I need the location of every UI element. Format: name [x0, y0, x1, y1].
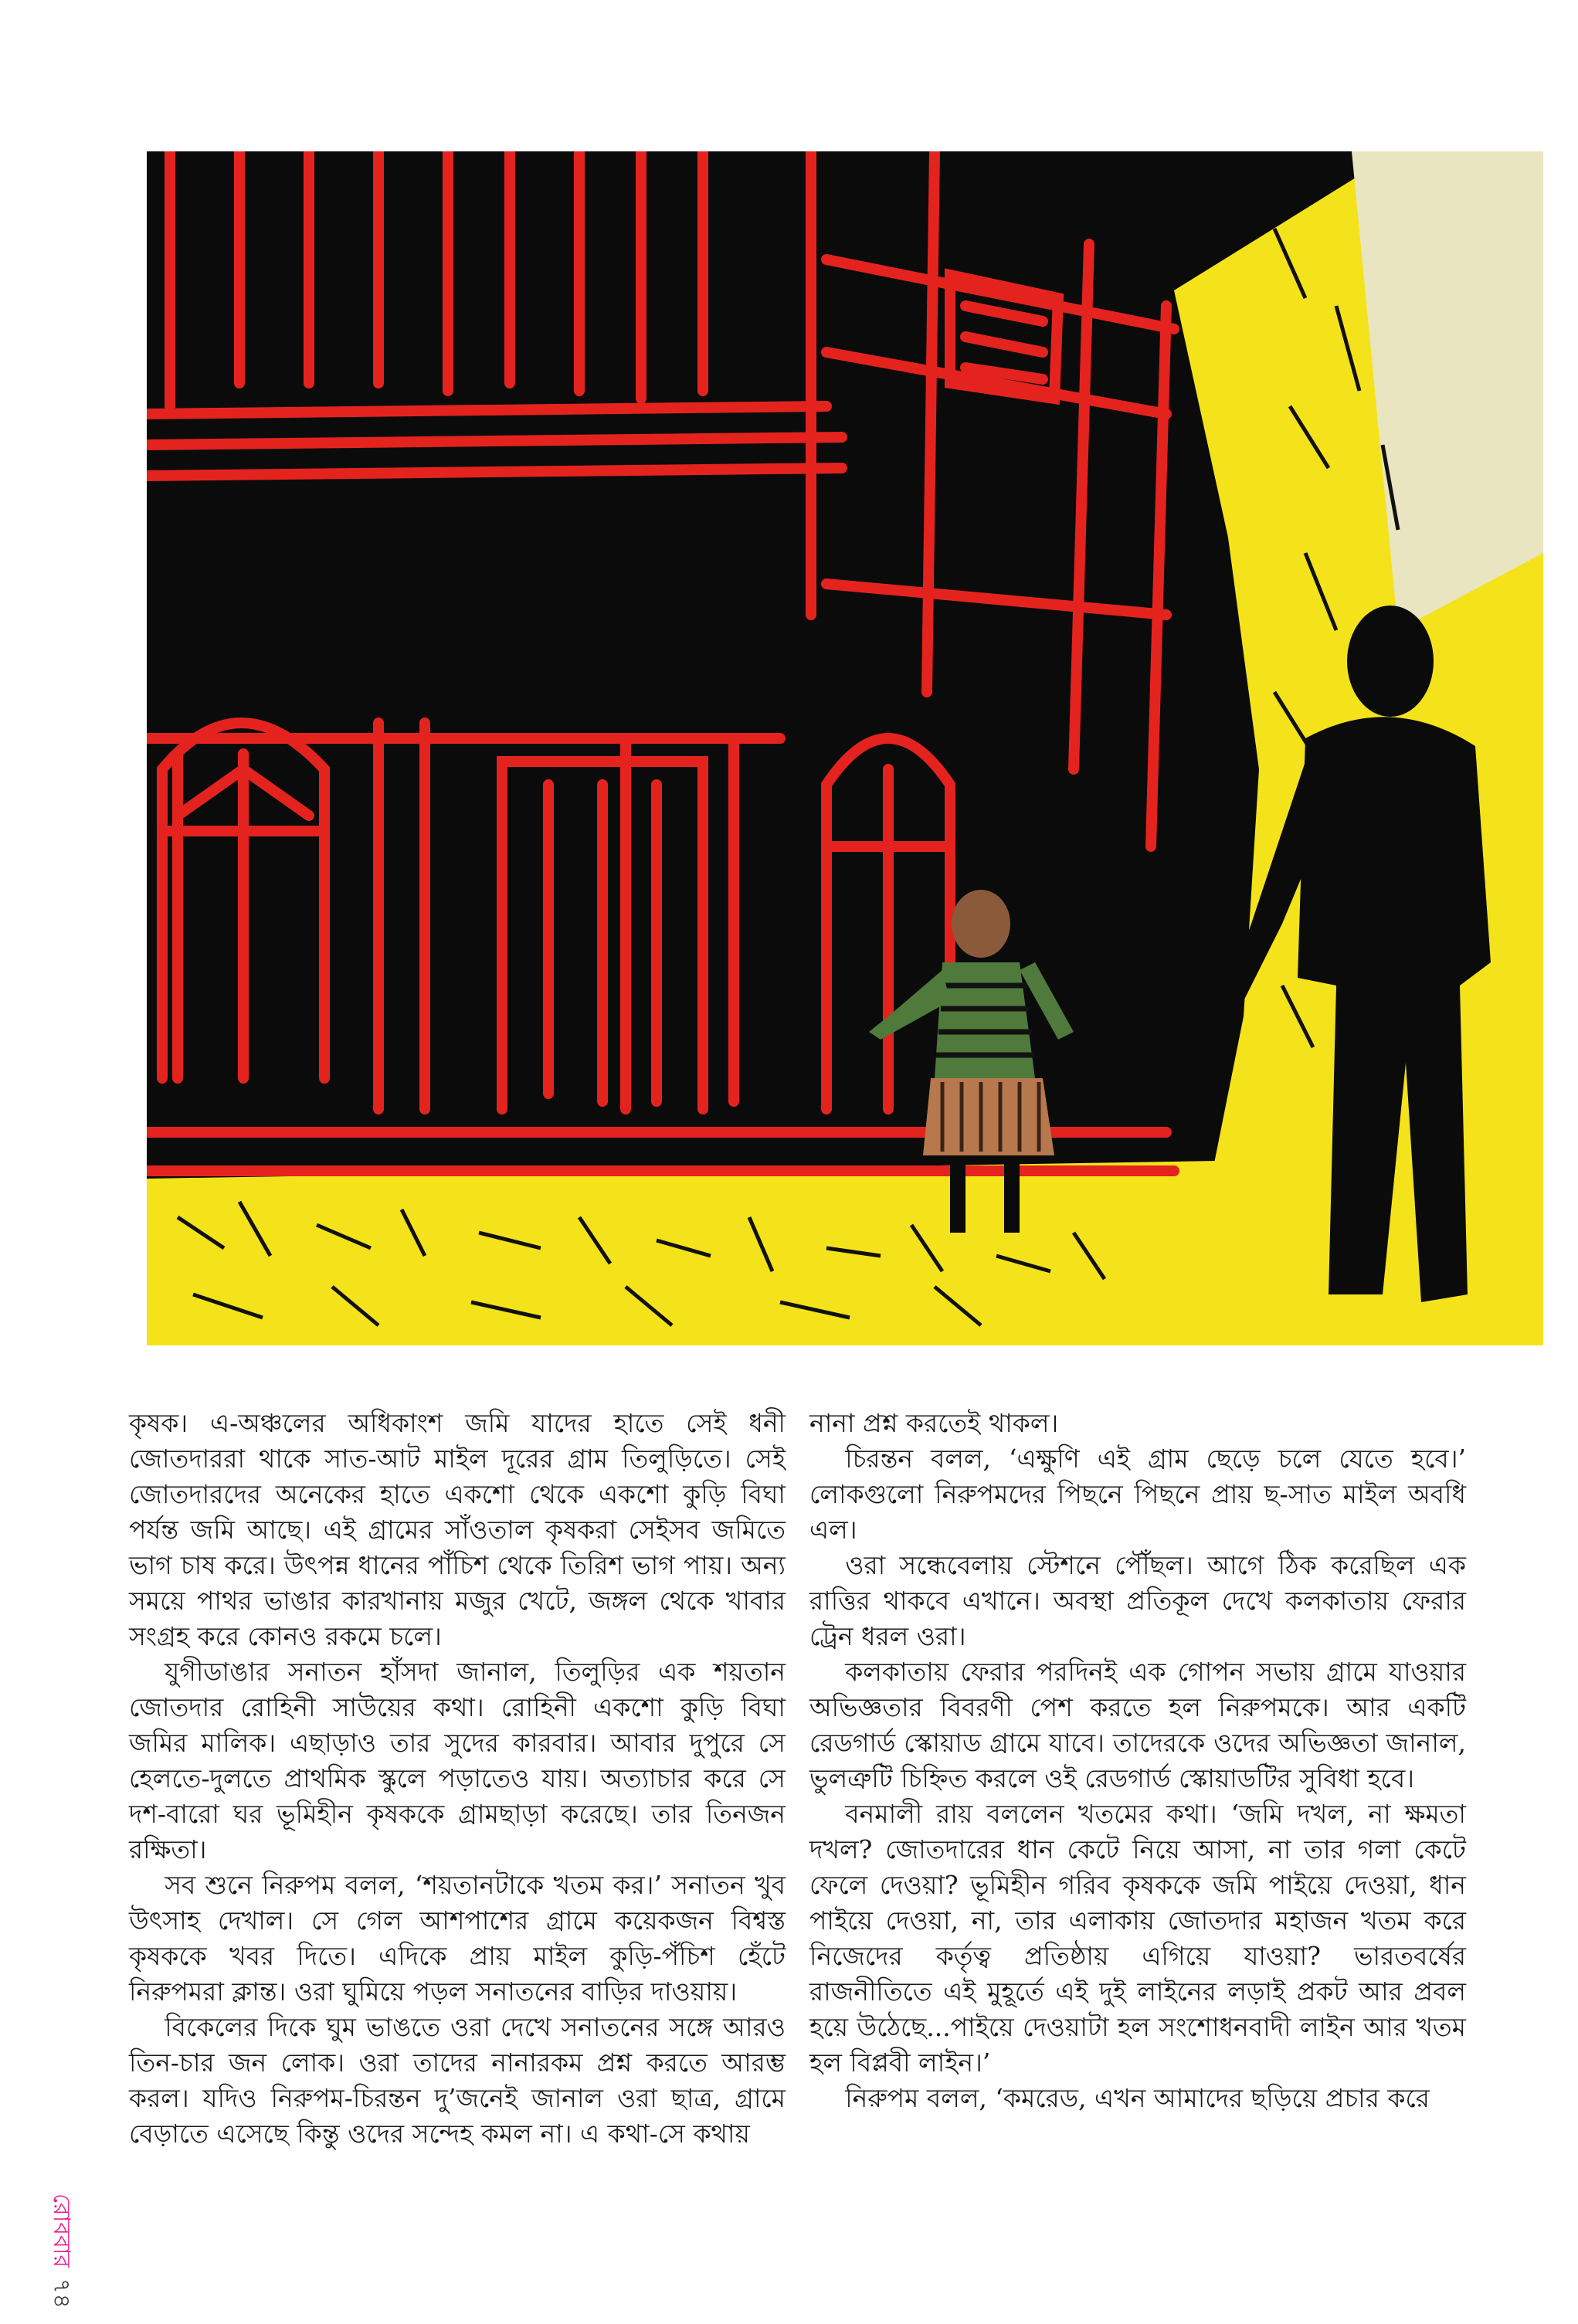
- right-paragraph-6: নিরুপম বলল, ‘কমরেড, এখন আমাদের ছড়িয়ে প্রচার করে: [845, 2083, 1430, 2113]
- right-paragraph-5: বনমালী রায় বললেন খতমের কথা। ‘জমি দখল, না ক্ষমতা দখল? জোতদারের ধান কেটে নিয়ে আসা, না তার গলা কেটে ফেলে দেওয়া? ভূমিহীন গরিব কৃষককে জমি পাইয়ে দেওয়া, ধান পাইয়ে দেওয়া, না, তার এলাকায় জোতদার মহাজন খতম করে নিজেদের কর্তৃত্ব প্রতিষ্ঠায় এগিয়ে যাওয়া? ভারতবর্ষের রাজনীতিতে এই মুহূর্তে এই দুই লাইনের লড়াই প্রকট আর প্রবল হয়ে উঠেছে...পাইয়ে দেওয়াটা হল সংশোধনবাদী লাইন আর খতম হল বিপ্লবী লাইন।’: [809, 1799, 1466, 2078]
- left-paragraph-4: বিকেলের দিকে ঘুম ভাঙতে ওরা দেখে সনাতনের সঙ্গে আরও তিন-চার জন লোক। ওরা তাদের নানারকম প্রশ্ন করতে আরম্ভ করল। যদিও নিরুপম-চিরন্তন দু’জনেই জানাল ওরা ছাত্র, গ্রামে বেড়াতে এসেছে কিন্তু ওদের সন্দেহ কমল না। এ কথা-সে কথায়: [129, 2012, 786, 2149]
- left-paragraph-3: সব শুনে নিরুপম বলল, ‘শয়তানটাকে খতম কর।’ সনাতন খুব উৎসাহ দেখাল। সে গেল আশপাশের গ্রামে কয়েকজন বিশ্বস্ত কৃষককে খবর দিতে। এদিকে প্রায় মাইল কুড়ি-পঁচিশ হেঁটে নিরুপমরা ক্লান্ত। ওরা ঘুমিয়ে পড়ল সনাতনের বাড়ির দাওয়ায়।: [129, 1870, 786, 2007]
- left-paragraph-1: কৃষক। এ-অঞ্চলের অধিকাংশ জমি যাদের হাতে সেই ধনী জোতদাররা থাকে সাত-আট মাইল দূরের গ্রাম তিলুড়িতে। সেই জোতদারদের অনেকের হাতে একশো থেকে একশো কুড়ি বিঘা পর্যন্ত জমি আছে। এই গ্রামের সাঁওতাল কৃষকরা সেইসব জমিতে ভাগ চাষ করে। উৎপন্ন ধানের পাঁচিশ থেকে তিরিশ ভাগ পায়। অন্য সময়ে পাথর ভাঙার কারখানায় মজুর খেটে, জঙ্গল থেকে খাবার সংগ্রহ করে কোনও রকমে চলে।: [129, 1408, 786, 1651]
- right-paragraph-1: নানা প্রশ্ন করতেই থাকল।: [809, 1408, 1059, 1438]
- story-illustration: [147, 151, 1543, 1345]
- right-paragraph-3: ওরা সন্ধেবেলায় স্টেশনে পৌঁছল। আগে ঠিক করেছিল এক রাত্তির থাকবে এখানে। অবস্থা প্রতিকূল দেখে কলকাতায় ফেরার ট্রেন ধরল ওরা।: [809, 1550, 1466, 1651]
- left-paragraph-2: যুগীডাঙার সনাতন হাঁসদা জানাল, তিলুড়ির এক শয়তান জোতদার রোহিনী সাউয়ের কথা। রোহিনী একশো কুড়ি বিঘা জমির মালিক। এছাড়াও তার সুদের কারবার। আবার দুপুরে সে হেলতে-দুলতে প্রাথমিক স্কুলে পড়াতেও যায়। অত্যাচার করে সে দশ-বারো ঘর ভূমিহীন কৃষককে গ্রামছাড়া করেছে। তার তিনজন রক্ষিতা।: [129, 1657, 786, 1864]
- left-text-column: [129, 1406, 786, 2152]
- magazine-name: রোববার: [48, 2193, 75, 2268]
- woodcut-illustration: [147, 151, 1543, 1345]
- page-number: ৭৪: [48, 2278, 75, 2309]
- page-folio: [48, 2193, 74, 2309]
- right-paragraph-2: চিরন্তন বলল, ‘এক্ষুণি এই গ্রাম ছেড়ে চলে যেতে হবে।’ লোকগুলো নিরুপমদের পিছনে পিছনে প্রায় ছ-সাত মাইল অবধি এল।: [809, 1444, 1466, 1545]
- right-paragraph-4: কলকাতায় ফেরার পরদিনই এক গোপন সভায় গ্রামে যাওয়ার অভিজ্ঞতার বিবরণী পেশ করতে হল নিরুপমকে। আর একটি রেডগার্ড স্কোয়াড গ্রামে যাবে। তাদেরকে ওদের অভিজ্ঞতা জানাল, ভুলত্রুটি চিহ্নিত করলে ওই রেডগার্ড স্কোয়াডটির সুবিধা হবে।: [809, 1657, 1466, 1793]
- right-text-column: [809, 1406, 1466, 2116]
